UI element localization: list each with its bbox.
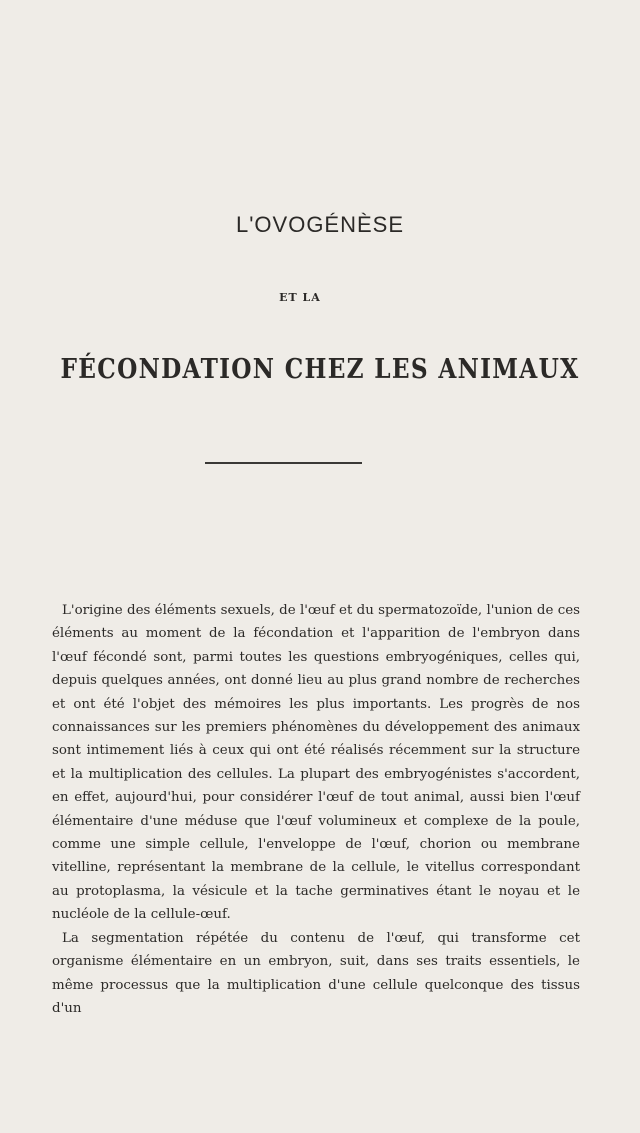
- paragraph-2: La segmentation répétée du contenu de l'œuf, qui transforme cet organisme élémentaire en un embryon, suit, dans ses traits essentiels, le même processus que la multiplication d'une cellule quelconque des tissus d'un: [52, 930, 580, 1016]
- section-divider: [205, 462, 362, 464]
- title-ovogenese: L'OVOGÉNÈSE: [235, 212, 405, 237]
- paragraph-1: L'origine des éléments sexuels, de l'œuf et du spermatozoïde, l'union de ces éléments au moment de la fécondation et l'apparition de l'embryon dans l'œuf fécondé sont, parmi toutes les questions embryogéniques, celles qui, depuis quelques années, ont donné lieu au plus grand nombre de recherches et ont été l'objet des mémoires les plus importants. Les progrès de nos connaissances sur les premiers phénomènes du développement des animaux sont intimement liés à ceux qui ont été réalisés récemment sur la structure et la multiplication des cellules. La plupart des embryogénistes s'accordent, en effet, aujourd'hui, pour considérer l'œuf de tout animal, aussi bien l'œuf élémentaire d'une méduse que l'œuf volumineux et complexe de la poule, comme une simple cellule, l'enveloppe de l'œuf, chorion ou membrane vitelline, représentant la membrane de la cellule, le vitellus correspondant au protoplasma, la vésicule et la tache germinatives étant le noyau et le nucléole de la cellule-œuf.: [52, 603, 580, 923]
- subtitle-fecondation: FÉCONDATION CHEZ LES ANIMAUX: [60, 354, 580, 385]
- title-connector: ET LA: [279, 291, 321, 304]
- body-text: [52, 599, 580, 1020]
